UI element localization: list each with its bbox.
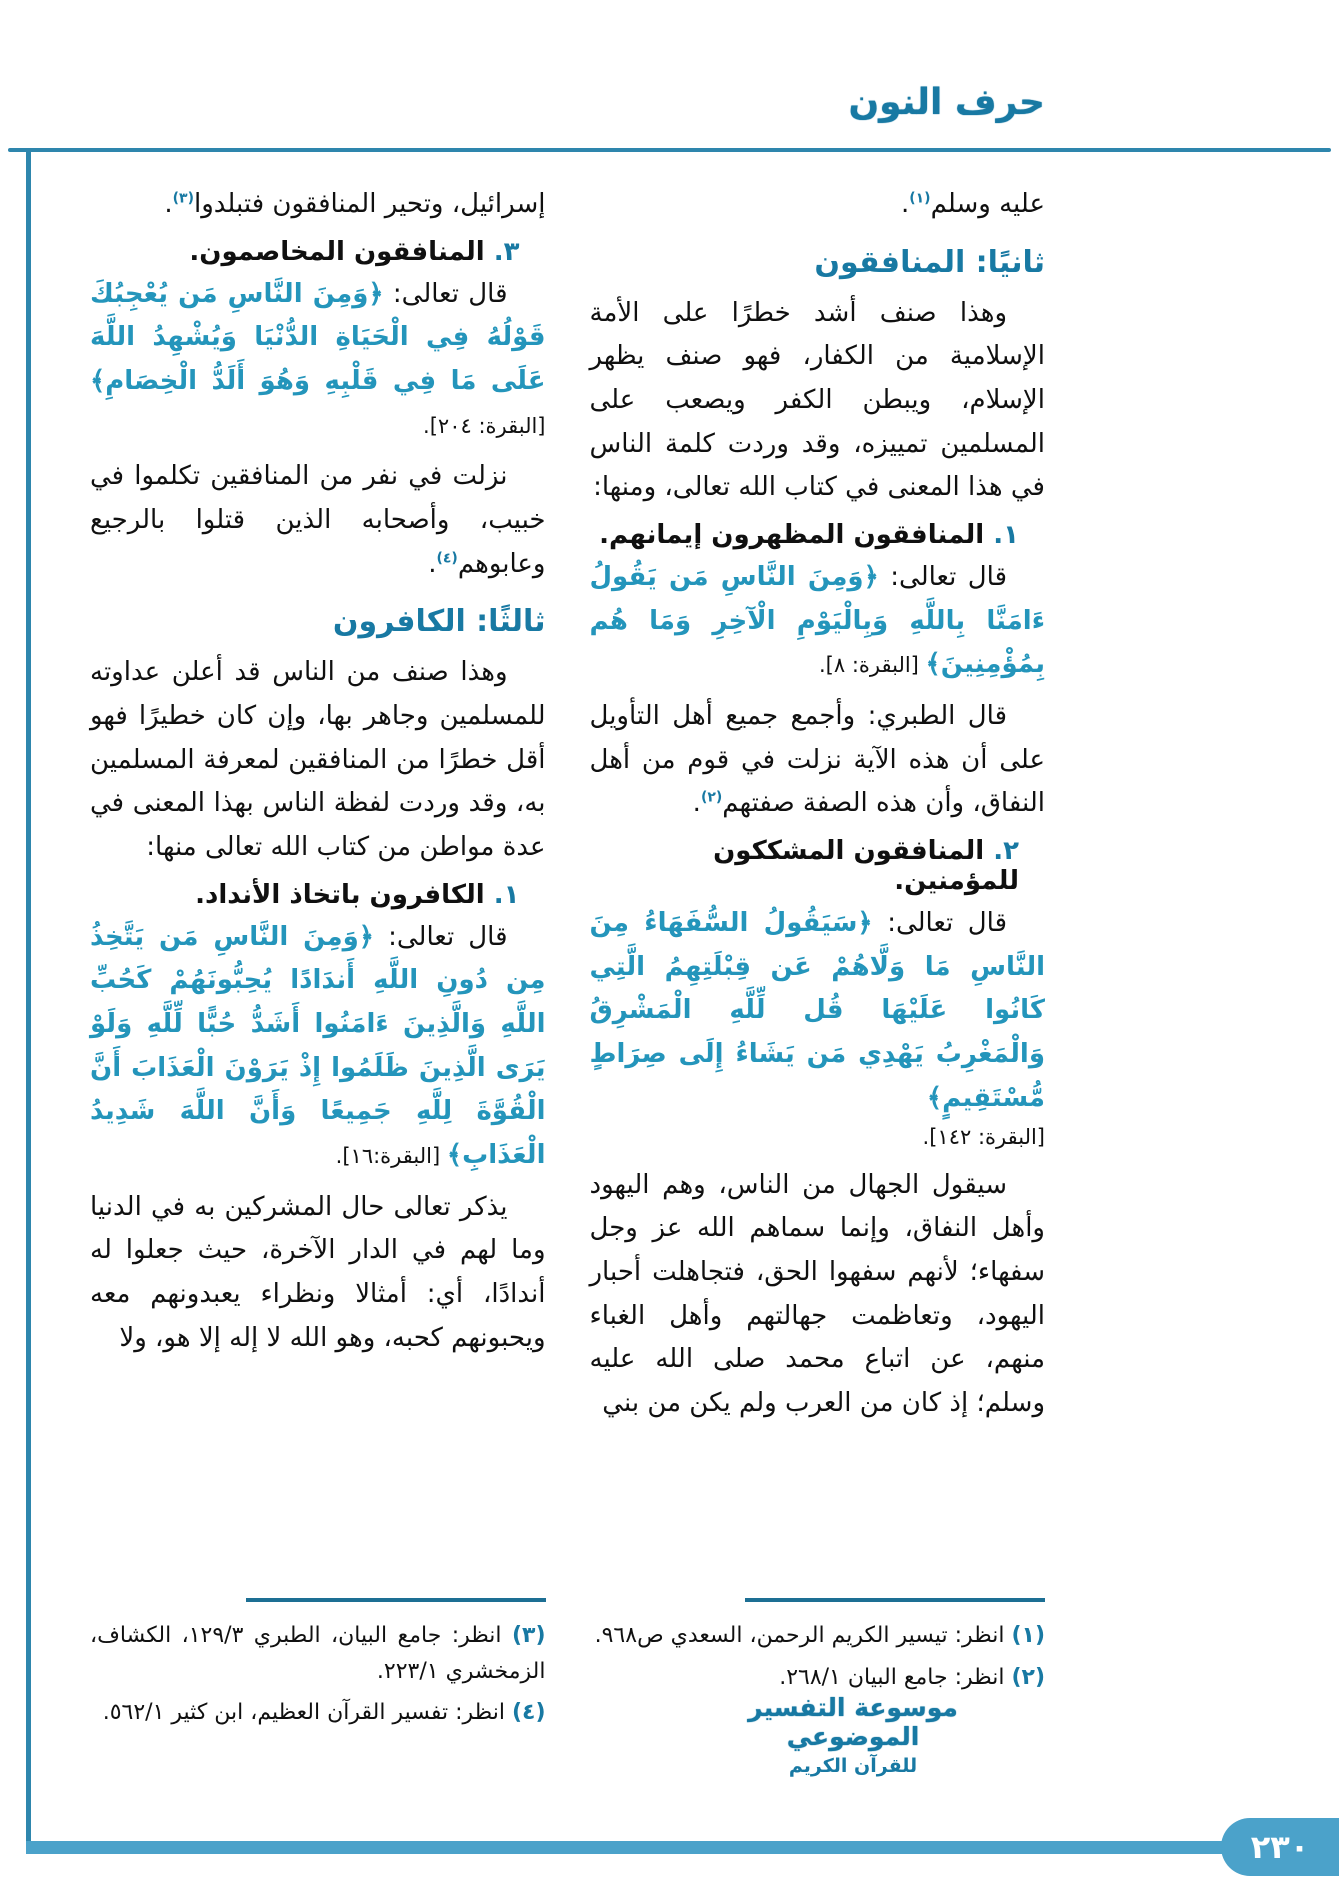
footnote-text: انظر: تفسير القرآن العظيم، ابن كثير ٥٦٢/١. [102,1700,505,1726]
left-margin-bar [26,148,31,1848]
subheading-number: ١. [993,520,1019,551]
verse-reference: [البقرة:١٦]. [335,1144,447,1169]
footnote-marker-2: (٢) [700,789,723,806]
publisher-seal-subtitle: للقرآن الكريم [788,1755,918,1777]
verse-paragraph [590,556,1046,687]
body-text: نزلت في نفر من المنافقين تكلموا في خبيب، وأصحابه الذين قتلوا بالرجيع وعابوهم [90,461,546,579]
paragraph: يذكر تعالى حال المشركين به في الدنيا وما لهم في الدار الآخرة، حيث جعلوا له أندادًا، أي: أمثالا ونظراء يعبدونهم معه ويحبونهم كحبه، وهو الله لا إله إلا هو، ولا [90,1191,546,1353]
paragraph-continuation [90,183,546,227]
subheading-2 [590,836,1046,896]
body-text: . [692,788,701,819]
column-right [590,183,1046,1430]
page-number: ٢٣٠ [1250,1828,1310,1866]
publisher-seal-title: موسوعة التفسير الموضوعي [748,1693,958,1751]
body-text: إسرائيل، وتحير المنافقون فتبلدوا [193,189,546,219]
chapter-title: حرف النون [848,82,1045,123]
footnote-text: انظر: جامع البيان ٢٦٨/١. [779,1664,1005,1690]
column-left [90,183,546,1430]
page-number-badge [1221,1818,1339,1876]
subheading-number: ٢. [993,836,1019,867]
footnote-separator [745,1598,1045,1602]
footnote-text: انظر: جامع البيان، الطبري ١٢٩/٣، الكشاف، الزمخشري ٢٢٣/١. [90,1623,546,1684]
paragraph: وهذا صنف أشد خطرًا على الأمة الإسلامية من الكفار، فهو صنف يظهر الإسلام، ويبطن الكفر ويصعب على المسلمين تمييزه، وقد وردت كلمة الناس في هذا المعنى في كتاب الله تعالى، ومنها: [589,297,1045,503]
subheading-text: الكافرون باتخاذ الأنداد. [195,879,485,910]
footnote-number: (٢) [1011,1664,1045,1690]
footnote-separator [246,1598,546,1602]
verse-lead: قال تعالى: [878,562,1007,593]
footnotes-left-column [90,1598,546,1737]
footnote-number: (٣) [511,1623,546,1648]
paragraph: وهذا صنف من الناس قد أعلن عداوته للمسلمين وجاهر بها، وإن كان خطيرًا فهو أقل خطرًا من المنافقين لمعرفة المسلمين به، وقد وردت لفظة الناس بهذا المعنى في عدة مواطن من كتاب الله تعالى منها: [90,657,546,863]
footnote-marker-1: (١) [909,190,931,207]
paragraph: سيقول الجهال من الناس، وهم اليهود وأهل النفاق، وإنما سماهم الله عز وجل سفهاء؛ لأنهم سفهوا الحق، فتجاهلت أحبار اليهود، وتعاظمت جهالتهم وأهل الغباء منهم، عن اتباع محمد صلى الله عليه وسلم؛ إذ كان من العرب ولم يكن من بني [589,1169,1045,1419]
body-text: قال الطبري: وأجمع جميع أهل التأويل على أن هذه الآية نزلت في قوم من أهل النفاق، وأن هذه الصفة صفتهم [589,701,1045,819]
subheading-text: المنافقون المظهرون إيمانهم. [599,520,985,551]
footnote-4 [90,1695,546,1731]
quran-verse: ﴿وَمِنَ النَّاسِ مَن يَتَّخِذُ مِن دُونِ اللَّهِ أَندَادًا يُحِبُّونَهُمْ كَحُبِّ اللَّهِ وَالَّذِينَ ءَامَنُوا أَشَدُّ حُبًّا لِّلَّهِ وَلَوْ يَرَى الَّذِينَ ظَلَمُوا إِذْ يَرَوْنَ الْعَذَابَ أَنَّ الْقُوَّةَ لِلَّهِ جَمِيعًا وَأَنَّ اللَّهَ شَدِيدُ الْعَذَابِ﴾ [90,921,546,1171]
subheading-number: ١. [493,879,520,910]
subheading-number: ٣. [493,236,520,267]
verse-lead: قال تعالى: [374,921,508,952]
body-text: . [164,189,173,219]
publisher-seal [748,1693,958,1777]
quran-verse: ﴿وَمِنَ النَّاسِ مَن يَقُولُ ءَامَنَّا بِاللَّهِ وَبِالْيَوْمِ الْآخِرِ وَمَا هُم بِمُؤْمِنِينَ﴾ [589,562,1045,680]
verse-reference: [البقرة: ٨]. [818,653,926,678]
body-text: . [900,189,910,219]
body-text: عليه وسلم [930,189,1045,219]
verse-paragraph [590,902,1046,1156]
verse-lead: قال تعالى: [383,278,508,309]
subheading-text: المنافقون المخاصمون. [189,236,485,267]
footnote-marker-4: (٤) [436,550,458,567]
subheading-text: المنافقون المشككون للمؤمنين. [713,836,1019,897]
header-rule [8,148,1331,152]
section-heading-disbelievers: ثالثًا: الكافرون [332,604,546,640]
footnote-number: (٤) [511,1700,546,1726]
subheading-1 [590,520,1046,550]
footnote-2 [590,1660,1046,1696]
verse-lead: قال تعالى: [872,908,1008,939]
verse-paragraph [90,916,546,1178]
footnote-number: (١) [1011,1623,1045,1648]
subheading-3 [90,237,546,267]
paragraph [90,455,546,586]
verse-paragraph [90,273,546,448]
subheading-4 [90,880,546,910]
verse-reference: [البقرة: ١٤٢]. [922,1125,1045,1150]
bottom-band [26,1841,1339,1854]
quran-verse: ﴿سَيَقُولُ السُّفَهَاءُ مِنَ النَّاسِ مَا وَلَّاهُمْ عَن قِبْلَتِهِمُ الَّتِي كَانُوا عَلَيْهَا قُل لِّلَّهِ الْمَشْرِقُ وَالْمَغْرِبُ يَهْدِي مَن يَشَاءُ إِلَى صِرَاطٍ مُّسْتَقِيمٍ﴾ [589,908,1045,1113]
footnote-marker-3: (٣) [172,190,194,207]
footnote-1 [590,1618,1046,1654]
footnote-3 [90,1618,546,1689]
paragraph-continuation [590,183,1046,227]
paragraph [590,695,1046,826]
body-text: . [428,548,437,579]
quran-verse: ﴿وَمِنَ النَّاسِ مَن يُعْجِبُكَ قَوْلُهُ فِي الْحَيَاةِ الدُّنْيَا وَيُشْهِدُ اللَّهَ عَلَى مَا فِي قَلْبِهِ وَهُوَ أَلَدُّ الْخِصَامِ﴾ [90,278,546,397]
verse-reference: [البقرة: ٢٠٤]. [423,413,546,438]
footnote-text: انظر: تيسير الكريم الرحمن، السعدي ص٩٦٨. [594,1623,1005,1648]
page-body [90,183,1045,1430]
section-heading-hypocrites: ثانيًا: المنافقون [814,244,1045,280]
